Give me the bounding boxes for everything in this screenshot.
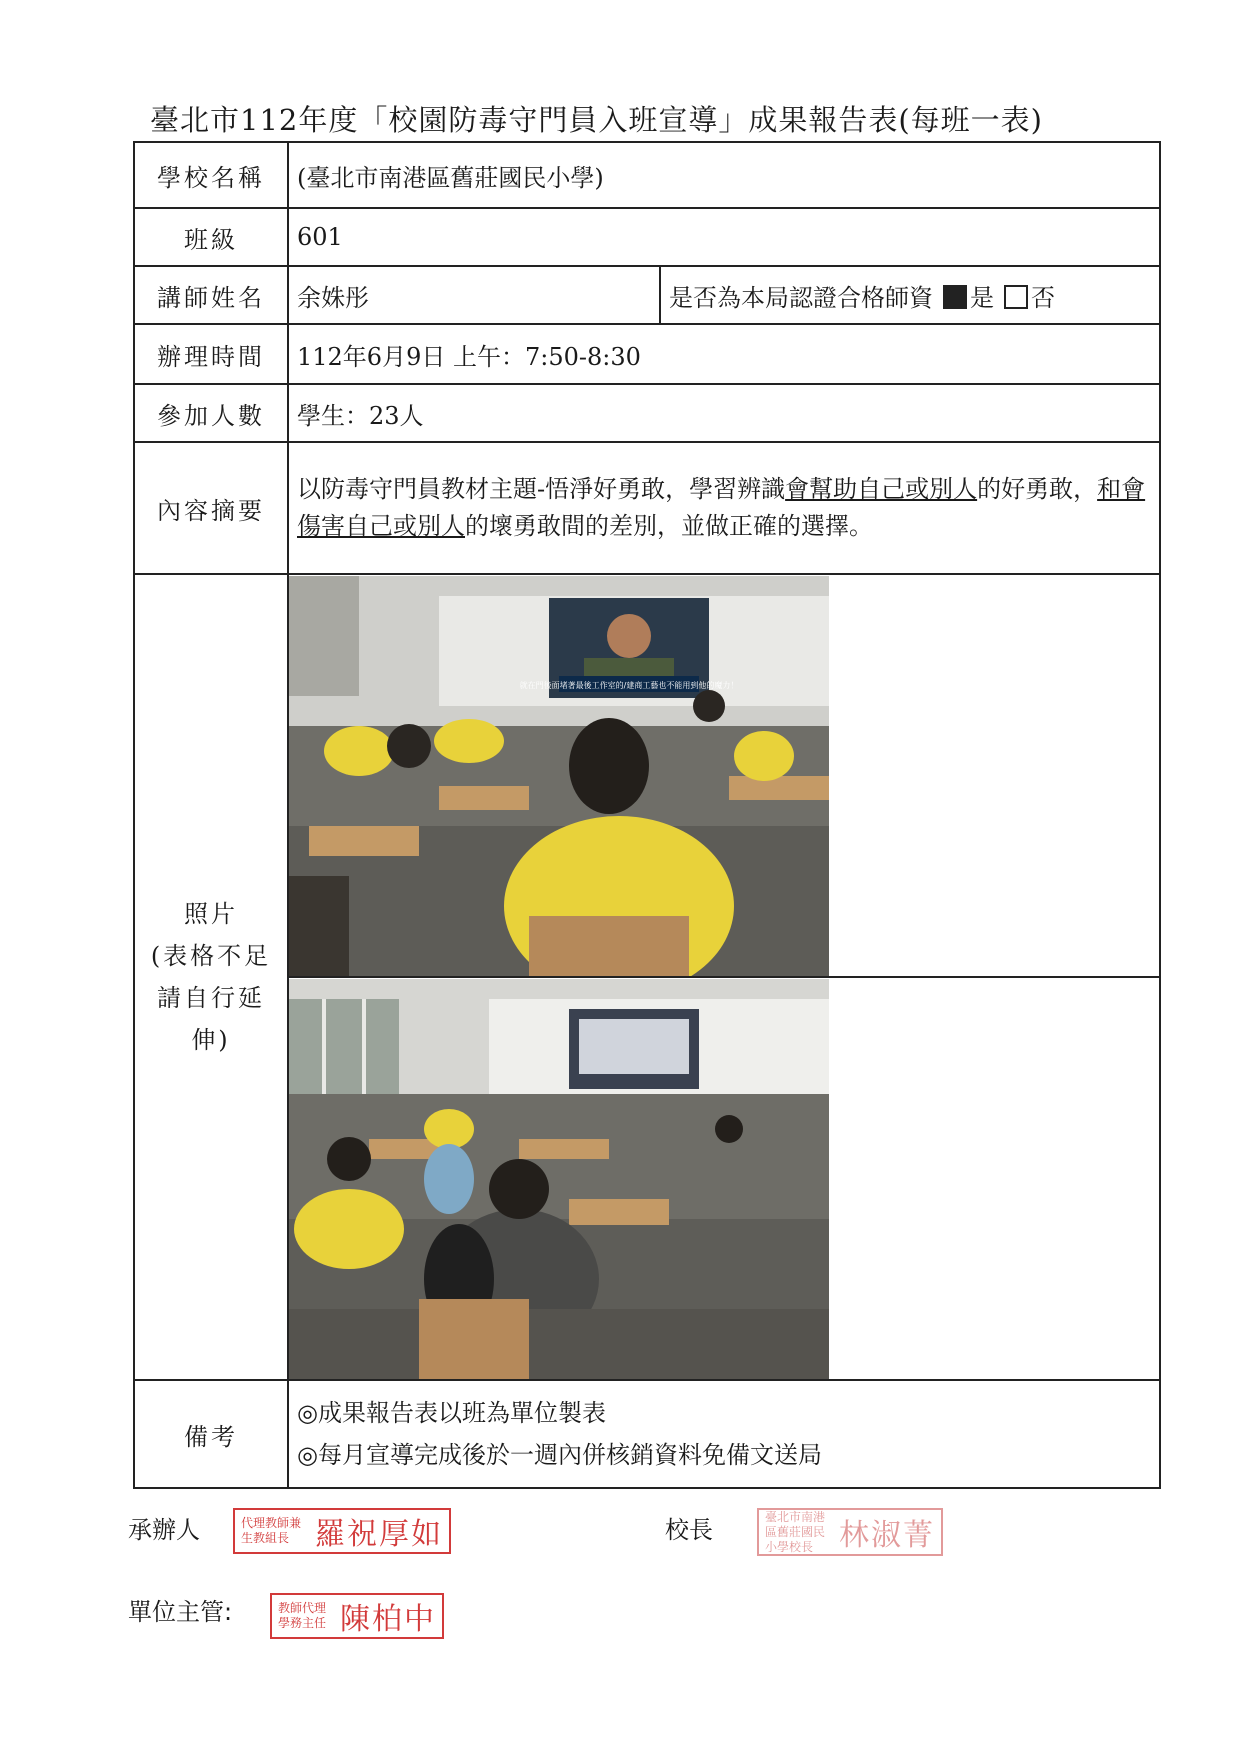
principal-label: 校長: [665, 1516, 713, 1544]
class-value: 601: [288, 208, 1160, 266]
summary-part-2: 會幫助自己或別人: [785, 475, 978, 503]
remarks-label: 備考: [134, 1380, 288, 1488]
photos-label-line-2: (表格不足: [150, 942, 272, 970]
summary-value: [288, 442, 1160, 574]
teacher-row: [134, 266, 1160, 324]
time-label: 辦理時間: [134, 324, 288, 384]
supervisor-stamp: [270, 1593, 444, 1639]
summary-part-1: 以防毒守門員教材主題-悟淨好勇敢，學習辨識: [297, 475, 786, 503]
cert-yes-checkbox[interactable]: [943, 285, 967, 309]
time-value: 112年6月9日 上午：7:50-8:30: [288, 324, 1160, 384]
handler-label: 承辦人: [128, 1516, 200, 1544]
photo-row-2: [134, 977, 1160, 1380]
summary-part-4: 和會傷害自己或別人: [297, 475, 1146, 540]
handler-stamp-title: 代理教師兼生教組長: [241, 1516, 302, 1545]
remarks-value: [288, 1380, 1160, 1488]
supervisor-label: 單位主管:: [128, 1598, 233, 1626]
summary-row: [134, 442, 1160, 574]
participants-label: 參加人數: [134, 384, 288, 442]
photos-label-line-1: 照片: [184, 900, 238, 928]
classroom-photo-1-graphic: [289, 576, 829, 976]
class-row: [134, 208, 1160, 266]
summary-part-5: 的壞勇敢間的差別，並做正確的選擇。: [465, 512, 873, 540]
certification-question: 是否為本局認證合格師資: [669, 283, 933, 312]
classroom-photo-2: [289, 979, 829, 1379]
principal-stamp-title: 臺北市南港區舊莊國民小學校長: [765, 1509, 826, 1554]
supervisor-stamp-title: 教師代理學務主任: [278, 1601, 327, 1630]
time-row: [134, 324, 1160, 384]
classroom-photo-2-graphic: [289, 979, 829, 1379]
principal-stamp: [757, 1508, 943, 1556]
summary-part-3: 的好勇敢，: [977, 475, 1098, 503]
remark-line-2: ◎每月宣導完成後於一週內併核銷資料免備文送局: [297, 1441, 822, 1469]
school-value: (臺北市南港區舊莊國民小學): [288, 142, 1160, 208]
report-form-table: [133, 141, 1161, 1489]
remark-line-1: ◎成果報告表以班為單位製表: [297, 1399, 606, 1427]
photo-row-1: [134, 574, 1160, 977]
supervisor-stamp-name: 陳柏中: [340, 1602, 436, 1637]
cert-no-label: 否: [1031, 283, 1055, 312]
video-subtitle: 就在門後面堵著最後工作室的/建商工藝也不能用到他的魔力！: [519, 680, 739, 690]
cert-no-checkbox[interactable]: [1004, 285, 1028, 309]
summary-label: 內容摘要: [134, 442, 288, 574]
principal-stamp-name: 林淑菁: [839, 1518, 935, 1553]
classroom-photo-1: [289, 576, 829, 976]
photo-cell-2: [288, 977, 1160, 1380]
handler-stamp: [233, 1508, 451, 1554]
photos-label: [134, 574, 288, 1380]
remarks-row: [134, 1380, 1160, 1488]
participants-row: [134, 384, 1160, 442]
photo-cell-1: [288, 574, 1160, 977]
handler-stamp-name: 羅祝厚如: [315, 1517, 443, 1552]
photos-label-line-4: 伸): [191, 1026, 231, 1054]
teacher-value: 余姝彤: [288, 266, 660, 324]
page-title: 臺北市112年度「校園防毒守門員入班宣導」成果報告表(每班一表): [150, 103, 1043, 137]
school-row: [134, 142, 1160, 208]
cert-yes-label: 是: [970, 283, 994, 312]
school-label: 學校名稱: [134, 142, 288, 208]
class-label: 班級: [134, 208, 288, 266]
participants-value: 學生：23人: [288, 384, 1160, 442]
certification-cell: [660, 266, 1160, 324]
photos-label-line-3: 請自行延: [157, 984, 265, 1012]
teacher-label: 講師姓名: [134, 266, 288, 324]
